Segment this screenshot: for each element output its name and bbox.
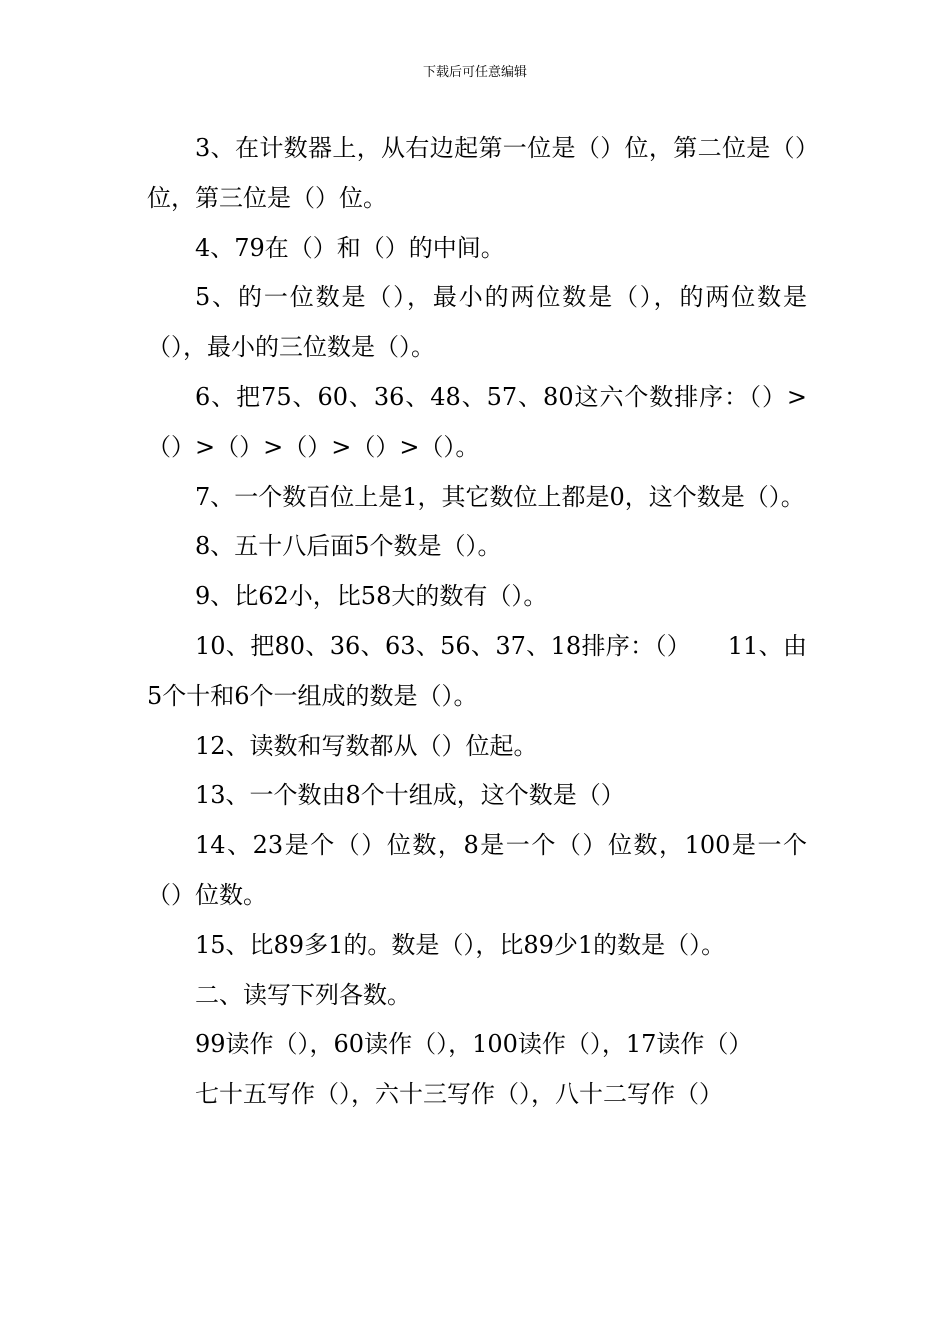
page-header: 下载后可任意编辑 (422, 65, 527, 80)
question-15: 15、比89多1的。数是（），比89少1的数是（）。 (195, 930, 726, 959)
question-5: 5、的一位数是（），最小的两位数是（），的两位数是（），最小的三位数是（）。 (147, 283, 807, 362)
question-6: 6、把75、60、36、48、57、80这六个数排序：（）>（）>（）>（）>（）>（）。 (147, 382, 807, 461)
question-13: 13、一个数由8个十组成，这个数是（） (195, 781, 625, 810)
document-body (147, 124, 807, 1120)
reading-exercise: 99读作（），60读作（），100读作（），17读作（） (195, 1030, 753, 1059)
question-10-11: 10、把80、36、63、56、37、18排序：（） 11、由5个十和6个一组成的数是（）。 (147, 631, 807, 710)
question-14: 14、23是个（）位数，8是一个（）位数，100是一个（）位数。 (147, 831, 807, 909)
writing-exercise: 七十五写作（），六十三写作（），八十二写作（） (195, 1080, 723, 1109)
question-9: 9、比62小，比58大的数有（）。 (195, 582, 548, 611)
question-7: 7、一个数百位上是1，其它数位上都是0，这个数是（）。 (195, 482, 805, 511)
question-4: 4、79在（）和（）的中间。 (195, 233, 505, 262)
section-2-heading: 二、读写下列各数。 (195, 980, 411, 1009)
question-12: 12、读数和写数都从（）位起。 (195, 731, 538, 760)
question-3: 3、在计数器上，从右边起第一位是（）位，第二位是（）位，第三位是（）位。 (147, 134, 807, 212)
question-8: 8、五十八后面5个数是（）。 (195, 532, 502, 561)
